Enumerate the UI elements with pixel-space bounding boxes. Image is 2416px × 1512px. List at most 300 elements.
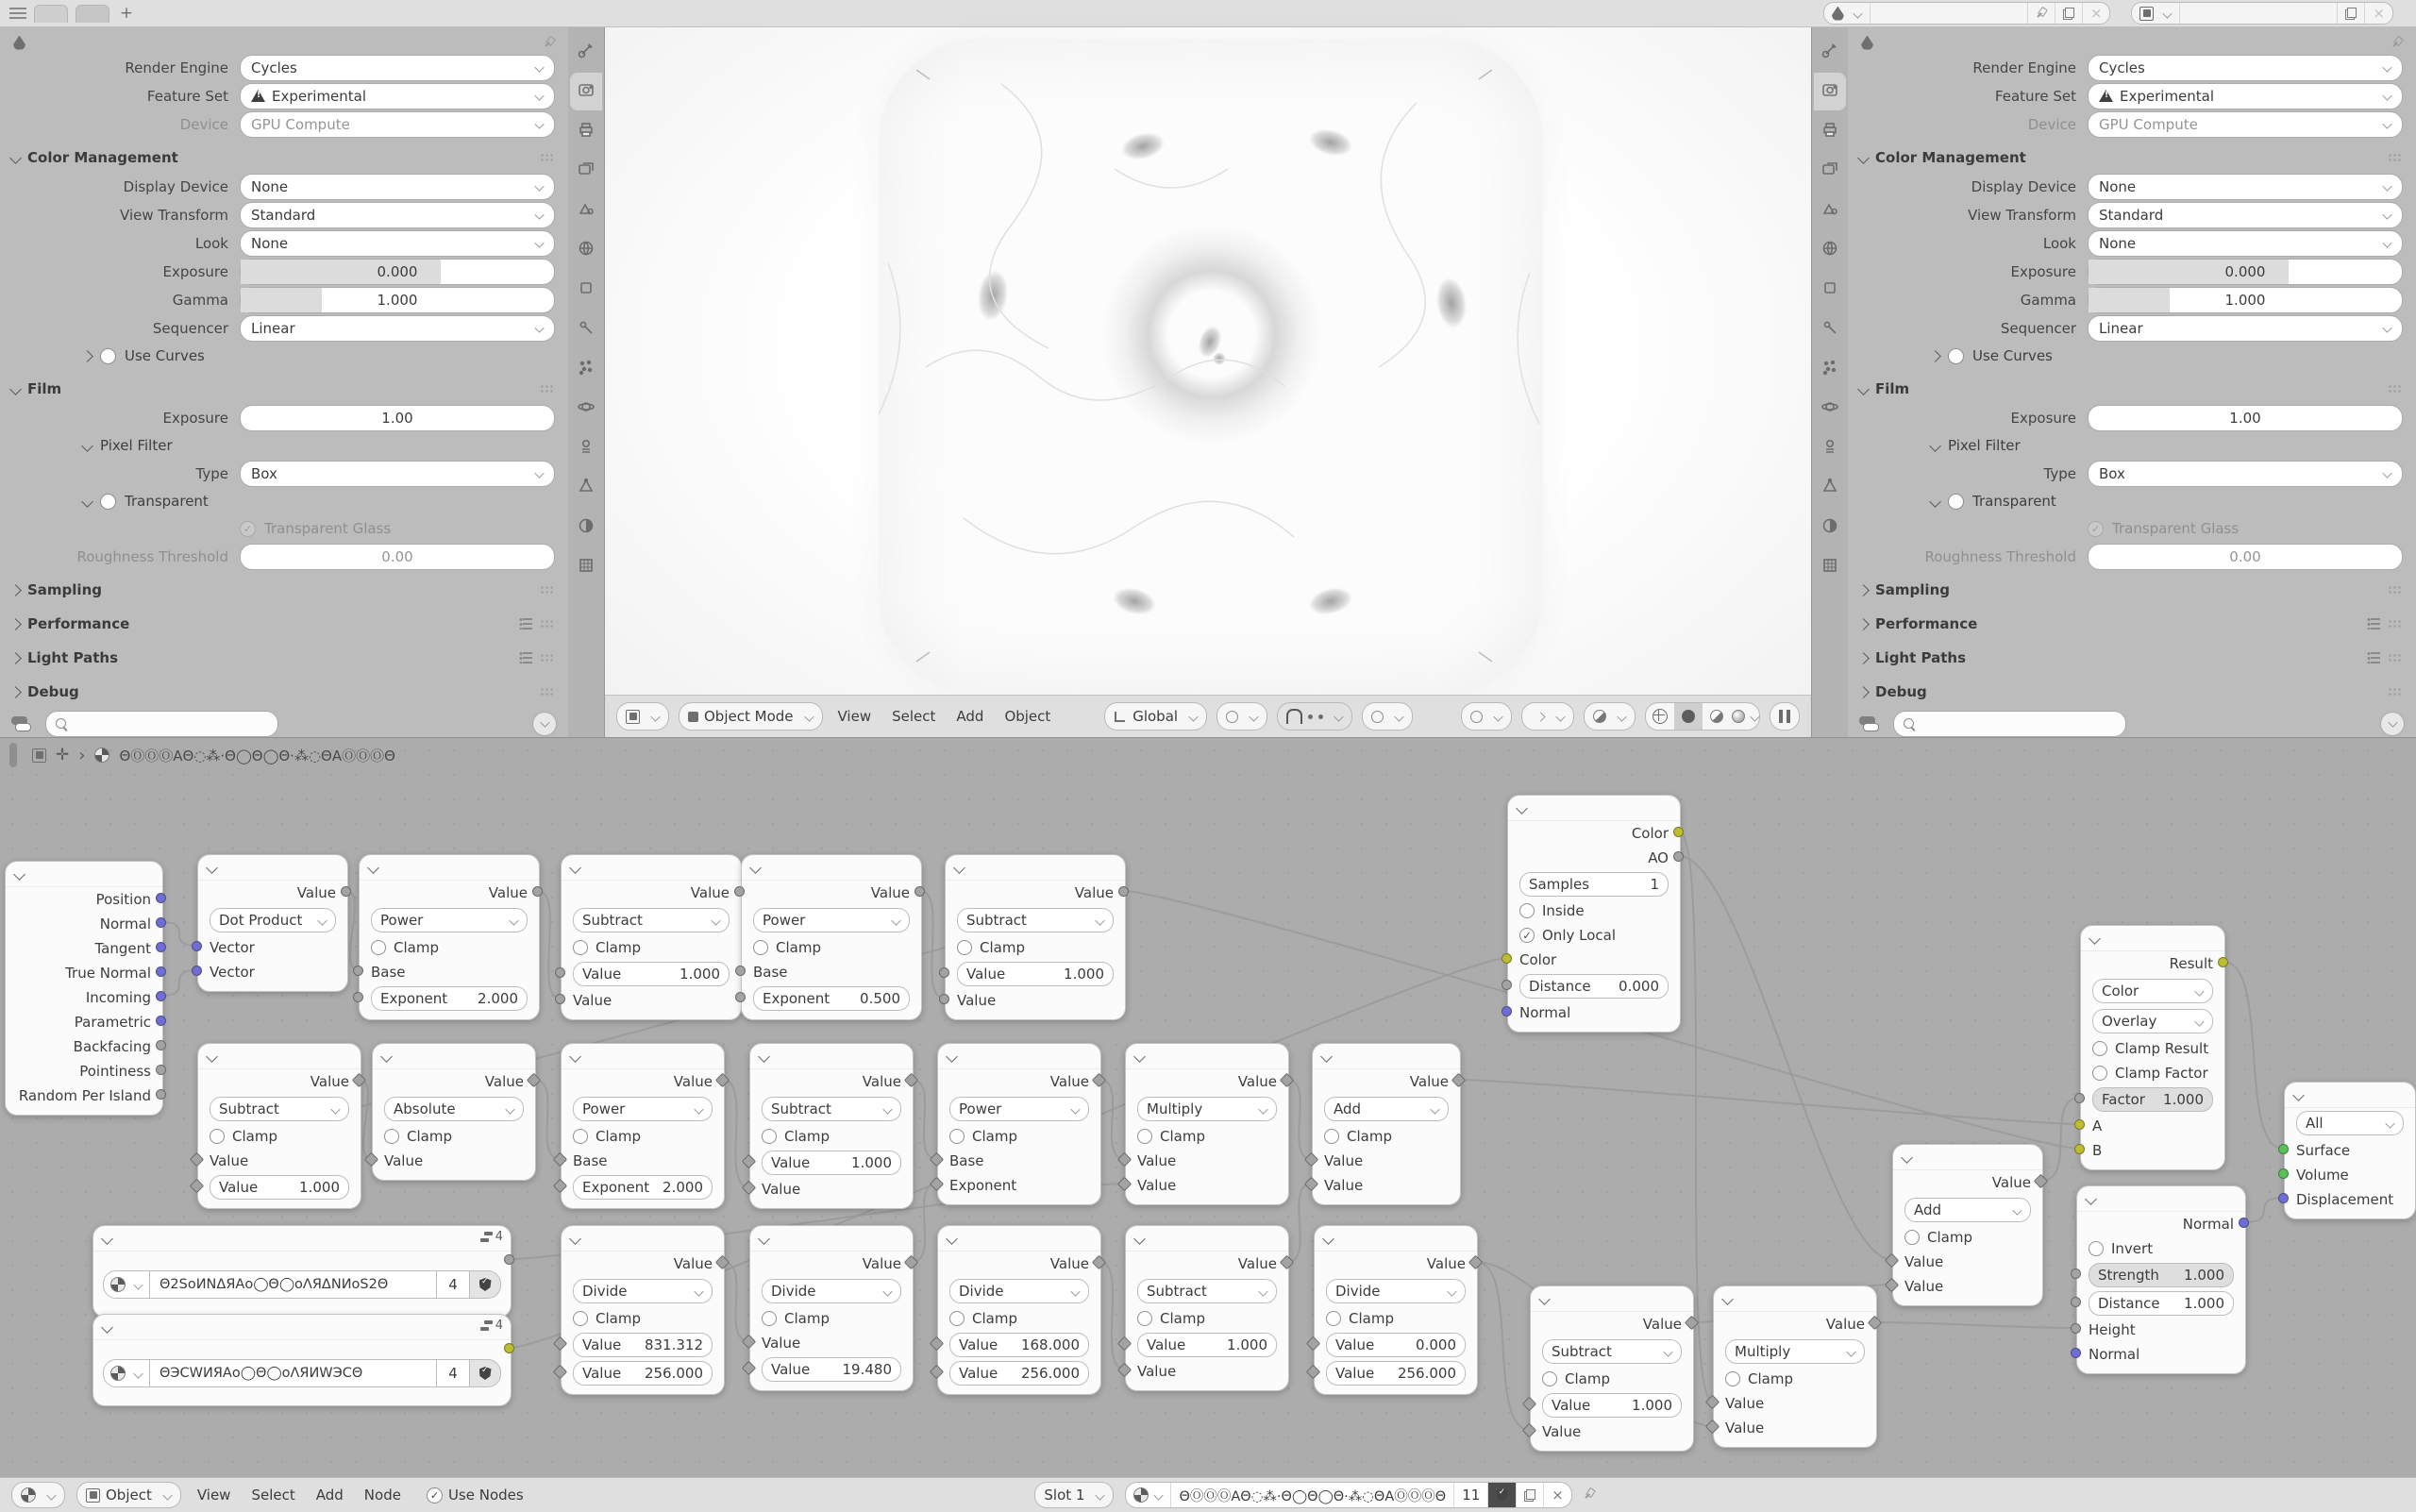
node-socket[interactable] — [939, 994, 949, 1004]
options-button[interactable] — [532, 712, 557, 736]
dropdown[interactable]: Subtract — [573, 908, 730, 932]
node-socket[interactable] — [1673, 851, 1684, 862]
node-socket[interactable] — [156, 917, 166, 928]
section-film[interactable]: Film — [6, 376, 555, 402]
number-field[interactable]: Factor 1.000 — [2092, 1087, 2213, 1112]
node-collapse-header[interactable] — [93, 1315, 511, 1340]
tab-modifiers-properties[interactable] — [1814, 311, 1846, 348]
viewport-canvas[interactable] — [605, 27, 1811, 696]
node-collapse-header[interactable] — [938, 1226, 1100, 1252]
view-transform-select[interactable]: Standard — [240, 202, 555, 228]
scene-icon[interactable] — [1824, 3, 1871, 24]
tab-object-properties[interactable] — [570, 271, 602, 309]
checkbox[interactable] — [1519, 903, 1535, 918]
node-collapse-header[interactable] — [562, 855, 741, 881]
dropdown[interactable]: Dot Product — [210, 908, 336, 932]
drag-grip-icon[interactable] — [540, 384, 555, 394]
tab-scene-properties[interactable] — [1814, 192, 1846, 229]
render-engine-select[interactable]: Cycles — [240, 55, 555, 81]
node-socket[interactable] — [156, 942, 166, 952]
node-socket[interactable] — [353, 966, 363, 976]
node-collapse-header[interactable] — [198, 1044, 361, 1069]
search-input[interactable] — [45, 711, 278, 737]
node-collapse-header[interactable] — [562, 1044, 724, 1069]
tab-render-properties[interactable] — [570, 73, 602, 110]
node-socket[interactable] — [192, 966, 202, 976]
tab-material-properties[interactable] — [1814, 509, 1846, 546]
node-socket[interactable] — [156, 991, 166, 1001]
filter-icon[interactable] — [11, 716, 32, 731]
app-menu-icon[interactable] — [9, 8, 26, 19]
look-select[interactable]: None — [240, 230, 555, 257]
display-device-select[interactable]: None — [2088, 174, 2403, 200]
workspace-tab[interactable] — [76, 5, 109, 23]
node-collapse-header[interactable] — [750, 1226, 913, 1252]
section-color-management[interactable]: Color Management — [1854, 144, 2403, 171]
node-socket[interactable] — [2239, 1218, 2249, 1228]
node-collapse-header[interactable] — [1893, 1145, 2042, 1170]
node-socket[interactable] — [1118, 886, 1129, 897]
node-collapse-header[interactable] — [1126, 1044, 1288, 1069]
node-socket[interactable] — [2074, 1119, 2085, 1130]
node-collapse-header[interactable] — [1126, 1226, 1288, 1252]
checkbox[interactable] — [949, 1311, 965, 1326]
material-users-count[interactable]: 11 — [1454, 1483, 1488, 1507]
node-collapse-header[interactable] — [562, 1226, 724, 1252]
math-node[interactable] — [1125, 1225, 1289, 1391]
node-socket[interactable] — [156, 1065, 166, 1075]
node-socket[interactable] — [914, 886, 925, 897]
dropdown[interactable]: Absolute — [384, 1097, 524, 1121]
image-name-field[interactable]: ΘЭCWͶЯΑᴏ◯Θ◯ᴏΛЯͶWЭCΘ — [150, 1359, 437, 1387]
tab-render-properties[interactable] — [1814, 73, 1846, 110]
scrollbar-stub[interactable] — [9, 743, 17, 767]
subsection-use-curves[interactable]: Use Curves — [83, 344, 568, 368]
editor-type-button[interactable] — [616, 702, 669, 731]
gamma-slider[interactable]: 1.000 — [2088, 287, 2403, 313]
dropdown[interactable]: Add — [1324, 1097, 1449, 1121]
geometry-input-node[interactable] — [5, 861, 163, 1116]
dropdown[interactable]: Subtract — [762, 1097, 901, 1121]
dropdown[interactable]: Power — [949, 1097, 1089, 1121]
gizmos-toggle[interactable] — [1461, 702, 1512, 731]
node-collapse-header[interactable] — [1313, 1044, 1460, 1069]
pivot-point-select[interactable] — [1216, 702, 1267, 731]
math-node[interactable] — [1314, 1225, 1478, 1395]
pin-icon[interactable] — [2391, 37, 2403, 48]
node-socket[interactable] — [735, 966, 746, 976]
checkbox[interactable] — [1137, 1129, 1152, 1144]
dropdown[interactable]: Color — [2092, 979, 2213, 1003]
tab-particles-properties[interactable] — [570, 350, 602, 388]
checkbox[interactable] — [573, 1311, 588, 1326]
node-socket[interactable] — [2071, 1268, 2081, 1279]
checkbox[interactable] — [1904, 1230, 1920, 1245]
tab-constraints-properties[interactable] — [570, 429, 602, 467]
unlink-icon[interactable]: × — [1552, 1486, 1564, 1504]
node-collapse-header[interactable] — [2285, 1083, 2415, 1108]
node-socket[interactable] — [2071, 1297, 2081, 1307]
use-curves-checkbox[interactable] — [1948, 348, 1964, 364]
sequencer-select[interactable]: Linear — [240, 315, 555, 342]
view-layer-icon[interactable] — [2132, 3, 2180, 24]
menu-add[interactable]: Add — [956, 708, 984, 725]
section-debug[interactable]: Debug — [6, 679, 555, 705]
material-slot-select[interactable]: Slot 1 — [1034, 1482, 1114, 1508]
node-collapse-header[interactable] — [6, 862, 162, 887]
checkbox[interactable] — [371, 940, 386, 955]
tab-view-layer-properties[interactable] — [570, 152, 602, 190]
tab-particles-properties[interactable] — [1814, 350, 1846, 388]
material-browse-button[interactable] — [1126, 1483, 1171, 1507]
node-collapse-header[interactable] — [2081, 926, 2224, 951]
type-select[interactable]: Box — [240, 461, 555, 487]
viewport-3d[interactable] — [604, 27, 1812, 737]
menu-add[interactable]: Add — [315, 1487, 344, 1504]
section-light-paths[interactable]: Light Paths — [1854, 645, 2403, 671]
list-icon[interactable] — [2367, 652, 2380, 664]
subsection-use-curves[interactable]: Use Curves — [1931, 344, 2416, 368]
node-collapse-header[interactable] — [1315, 1226, 1477, 1252]
number-field[interactable]: Value 0.000 — [1326, 1333, 1466, 1357]
shading-material-button[interactable] — [1703, 703, 1731, 730]
number-field[interactable]: Value 1.000 — [573, 962, 730, 986]
node-socket[interactable] — [504, 1343, 514, 1353]
transparent-checkbox[interactable] — [1948, 494, 1964, 510]
checkbox[interactable] — [1326, 1311, 1341, 1326]
checkbox[interactable] — [2089, 1241, 2104, 1256]
drag-grip-icon[interactable] — [2388, 153, 2403, 162]
list-icon[interactable] — [519, 618, 532, 630]
node-collapse-header[interactable] — [93, 1226, 511, 1252]
tab-output-properties[interactable] — [1814, 112, 1846, 150]
shader-node-editor[interactable] — [0, 737, 2416, 1477]
tab-object-data-properties[interactable] — [570, 469, 602, 507]
fake-user-shield-icon[interactable] — [1488, 1483, 1517, 1507]
number-field[interactable]: Value 19.480 — [762, 1357, 901, 1382]
section-performance[interactable]: Performance — [1854, 611, 2403, 637]
tab-modifiers-properties[interactable] — [570, 311, 602, 348]
node-collapse-header[interactable] — [2077, 1186, 2245, 1212]
number-field[interactable]: Distance 0.000 — [1519, 974, 1669, 999]
node-socket[interactable] — [504, 1254, 514, 1265]
device-select[interactable]: GPU Compute — [240, 111, 555, 138]
checkbox[interactable] — [1725, 1371, 1740, 1386]
view-transform-select[interactable]: Standard — [2088, 202, 2403, 228]
number-field[interactable]: Exponent 0.500 — [753, 986, 910, 1011]
display-device-select[interactable]: None — [240, 174, 555, 200]
dropdown[interactable]: Subtract — [210, 1097, 349, 1121]
node-collapse-header[interactable] — [1508, 796, 1680, 821]
snap-toggle[interactable] — [1277, 702, 1352, 731]
look-select[interactable]: None — [2088, 230, 2403, 257]
section-performance[interactable]: Performance — [6, 611, 555, 637]
math-node[interactable] — [197, 1043, 361, 1209]
checkbox[interactable] — [573, 940, 588, 955]
tab-physics-properties[interactable] — [1814, 390, 1846, 428]
node-socket[interactable] — [555, 994, 565, 1004]
users-count[interactable]: 4 — [437, 1359, 470, 1387]
number-field[interactable]: Exponent 2.000 — [371, 986, 528, 1011]
drag-grip-icon[interactable] — [540, 653, 555, 663]
dropdown[interactable]: Power — [371, 908, 528, 932]
node-socket[interactable] — [341, 886, 351, 897]
tab-output-properties[interactable] — [570, 112, 602, 150]
dropdown[interactable]: All — [2296, 1111, 2404, 1135]
number-field[interactable]: Value 1.000 — [210, 1175, 349, 1200]
node-socket[interactable] — [156, 893, 166, 903]
number-field[interactable]: Strength 1.000 — [2089, 1263, 2234, 1287]
node-socket[interactable] — [1502, 1006, 1512, 1016]
pause-render-button[interactable] — [1770, 702, 1800, 731]
subsection-pixel-filter[interactable]: Pixel Filter — [83, 433, 568, 458]
menu-node[interactable]: Node — [363, 1487, 401, 1504]
view-layer-selector[interactable] — [2131, 2, 2393, 25]
drag-grip-icon[interactable] — [540, 619, 555, 629]
use-curves-checkbox[interactable] — [100, 348, 116, 364]
section-sampling[interactable]: Sampling — [6, 577, 555, 603]
node-socket[interactable] — [192, 941, 202, 951]
subsection-transparent[interactable]: Transparent — [83, 489, 568, 513]
dropdown[interactable]: Add — [1904, 1198, 2031, 1222]
math-node[interactable] — [937, 1225, 1101, 1395]
shading-wireframe-button[interactable] — [1646, 703, 1674, 730]
number-field[interactable]: Value 256.000 — [949, 1361, 1089, 1386]
math-node[interactable] — [1530, 1285, 1694, 1452]
tab-object-data-properties[interactable] — [1814, 469, 1846, 507]
gamma-slider[interactable]: 1.000 — [240, 287, 555, 313]
checkbox[interactable] — [949, 1129, 965, 1144]
section-color-management[interactable]: Color Management — [6, 144, 555, 171]
math-node[interactable] — [1312, 1043, 1461, 1205]
math-node[interactable] — [561, 1043, 725, 1209]
dropdown[interactable]: Power — [753, 908, 910, 932]
copy-icon[interactable] — [2055, 3, 2083, 24]
shader-type-select[interactable]: Object — [76, 1482, 181, 1508]
tab-view-layer-properties[interactable] — [1814, 152, 1846, 190]
math-node[interactable] — [561, 1225, 725, 1395]
transform-orientation-select[interactable]: Global — [1104, 702, 1207, 731]
checkbox[interactable] — [210, 1129, 225, 1144]
node-socket[interactable] — [2278, 1193, 2289, 1203]
transparent-checkbox[interactable] — [100, 494, 116, 510]
sequencer-select[interactable]: Linear — [2088, 315, 2403, 342]
drag-grip-icon[interactable] — [540, 687, 555, 697]
type-select[interactable]: Box — [2088, 461, 2403, 487]
node-collapse-header[interactable] — [946, 855, 1125, 881]
dropdown[interactable]: Multiply — [1725, 1339, 1865, 1364]
scene-selector[interactable] — [1823, 2, 2111, 25]
dropdown[interactable]: Divide — [1326, 1279, 1466, 1303]
exposure-slider[interactable]: 1.00 — [240, 405, 555, 431]
copy-icon[interactable] — [2338, 3, 2365, 24]
node-collapse-header[interactable] — [198, 855, 347, 881]
menu-select[interactable]: Select — [251, 1487, 295, 1504]
math-node[interactable] — [372, 1043, 536, 1181]
node-socket[interactable] — [156, 1016, 166, 1026]
list-icon[interactable] — [519, 652, 532, 664]
tab-texture-properties[interactable] — [1814, 548, 1846, 586]
fake-user-shield-icon[interactable] — [470, 1359, 501, 1387]
tab-world-properties[interactable] — [1814, 231, 1846, 269]
node-collapse-header[interactable] — [1714, 1286, 1876, 1312]
checkbox[interactable] — [2092, 1066, 2107, 1081]
math-node[interactable] — [1125, 1043, 1289, 1205]
tab-tool-properties[interactable] — [1814, 33, 1846, 71]
checkbox[interactable] — [1137, 1311, 1152, 1326]
drag-grip-icon[interactable] — [2388, 653, 2403, 663]
node-socket[interactable] — [2218, 957, 2228, 967]
number-field[interactable]: Value 256.000 — [1326, 1361, 1466, 1386]
node-collapse-header[interactable] — [938, 1044, 1100, 1069]
node-socket[interactable] — [353, 992, 363, 1002]
shading-solid-button[interactable] — [1674, 703, 1703, 730]
node-collapse-header[interactable] — [742, 855, 921, 881]
number-field[interactable]: Distance 1.000 — [2089, 1291, 2234, 1316]
tab-scene-properties[interactable] — [570, 192, 602, 229]
node-socket[interactable] — [1502, 980, 1512, 990]
node-socket[interactable] — [734, 886, 745, 897]
node-socket[interactable] — [2071, 1323, 2081, 1334]
mix-color-node[interactable] — [2080, 925, 2225, 1170]
checkbox[interactable] — [573, 1129, 588, 1144]
checkbox[interactable] — [753, 940, 768, 955]
checkbox[interactable] — [384, 1129, 399, 1144]
material-name-field[interactable]: ΘⓄⓄⓄΑΘ◌⁂·Θ◯Θ◯Θ·⁂◌ΘΑⓄⓄⓄΘ — [1171, 1483, 1454, 1507]
checkbox[interactable] — [957, 940, 972, 955]
dropdown[interactable]: Divide — [573, 1279, 713, 1303]
checkbox[interactable] — [2092, 1041, 2107, 1056]
node-collapse-header[interactable] — [373, 1044, 535, 1069]
number-field[interactable]: Value 1.000 — [762, 1151, 901, 1175]
tab-physics-properties[interactable] — [570, 390, 602, 428]
xray-toggle[interactable] — [1584, 702, 1636, 731]
menu-object[interactable]: Object — [1004, 708, 1051, 725]
render-engine-select[interactable]: Cycles — [2088, 55, 2403, 81]
checkbox[interactable] — [762, 1129, 777, 1144]
number-field[interactable]: Value 256.000 — [573, 1361, 713, 1386]
users-count[interactable]: 4 — [437, 1270, 470, 1299]
node-socket[interactable] — [1502, 953, 1512, 964]
image-datablock-node[interactable] — [92, 1225, 512, 1318]
exposure-slider[interactable]: 0.000 — [240, 259, 555, 285]
filter-icon[interactable] — [1859, 716, 1880, 731]
dropdown[interactable]: Subtract — [1542, 1339, 1682, 1364]
node-collapse-header[interactable] — [750, 1044, 913, 1069]
math-node[interactable] — [749, 1225, 914, 1391]
image-browse-button[interactable] — [103, 1359, 150, 1387]
proportional-editing-toggle[interactable] — [1362, 702, 1413, 731]
feature-set-select[interactable]: ! Experimental — [2088, 83, 2403, 109]
dropdown[interactable]: Multiply — [1137, 1097, 1277, 1121]
view-layer-name-field[interactable] — [2180, 3, 2338, 24]
number-field[interactable]: Value 168.000 — [949, 1333, 1089, 1357]
node-socket[interactable] — [532, 886, 543, 897]
ambient-occlusion-node[interactable] — [1507, 795, 1681, 1033]
subsection-pixel-filter[interactable]: Pixel Filter — [1931, 433, 2416, 458]
material-output-node[interactable] — [2284, 1082, 2416, 1219]
dropdown[interactable]: Subtract — [1137, 1279, 1277, 1303]
shading-rendered-button[interactable] — [1731, 703, 1759, 730]
node-collapse-header[interactable] — [360, 855, 539, 881]
section-film[interactable]: Film — [1854, 376, 2403, 402]
math-node[interactable] — [359, 854, 540, 1020]
transparent-glass-checkbox[interactable] — [2088, 521, 2104, 537]
transparent-glass-checkbox[interactable] — [240, 521, 256, 537]
dropdown[interactable]: Overlay — [2092, 1009, 2213, 1033]
workspace-tab[interactable] — [34, 5, 68, 23]
image-name-field[interactable]: Θ2ЅᴏͶΝΔЯΑᴏ◯Θ◯ᴏΛЯΔΝͶᴏЅ2Θ — [150, 1270, 437, 1299]
tab-material-properties[interactable] — [570, 509, 602, 546]
node-socket[interactable] — [2278, 1168, 2289, 1179]
tab-texture-properties[interactable] — [570, 548, 602, 586]
math-node[interactable] — [1892, 1144, 2043, 1306]
dropdown[interactable]: Divide — [949, 1279, 1089, 1303]
add-workspace-button[interactable]: + — [119, 4, 134, 23]
section-sampling[interactable]: Sampling — [1854, 577, 2403, 603]
list-icon[interactable] — [2367, 618, 2380, 630]
image-datablock-node[interactable] — [92, 1314, 512, 1406]
math-node[interactable] — [937, 1043, 1101, 1205]
math-node[interactable] — [749, 1043, 914, 1209]
pin-icon[interactable] — [2028, 3, 2055, 24]
menu-select[interactable]: Select — [892, 708, 936, 725]
node-socket[interactable] — [2074, 1144, 2085, 1154]
node-socket[interactable] — [156, 1089, 166, 1100]
tab-constraints-properties[interactable] — [1814, 429, 1846, 467]
drag-grip-icon[interactable] — [2388, 585, 2403, 595]
section-debug[interactable]: Debug — [1854, 679, 2403, 705]
math-node[interactable] — [561, 854, 742, 1020]
device-select[interactable]: GPU Compute — [2088, 111, 2403, 138]
number-field[interactable]: Value 1.000 — [1542, 1393, 1682, 1418]
node-socket[interactable] — [1673, 827, 1684, 837]
checkbox[interactable] — [1324, 1129, 1339, 1144]
number-field[interactable]: Samples 1 — [1519, 872, 1669, 897]
roughness-threshold-slider[interactable]: 0.00 — [2088, 544, 2403, 570]
menu-view[interactable]: View — [837, 708, 872, 725]
number-field[interactable]: Value 1.000 — [957, 962, 1114, 986]
number-field[interactable]: Value 1.000 — [1137, 1333, 1277, 1357]
fake-user-shield-icon[interactable] — [470, 1270, 501, 1299]
node-socket[interactable] — [735, 992, 746, 1002]
drag-grip-icon[interactable] — [540, 153, 555, 162]
checkbox[interactable] — [1542, 1371, 1557, 1386]
dropdown[interactable]: Divide — [762, 1279, 901, 1303]
exposure-slider[interactable]: 1.00 — [2088, 405, 2403, 431]
use-nodes-checkbox[interactable]: ✓ Use Nodes — [417, 1482, 533, 1508]
section-light-paths[interactable]: Light Paths — [6, 645, 555, 671]
image-browse-button[interactable] — [103, 1270, 150, 1299]
roughness-threshold-slider[interactable]: 0.00 — [240, 544, 555, 570]
menu-view[interactable]: View — [196, 1487, 231, 1504]
editor-type-button[interactable] — [11, 1482, 65, 1508]
drag-grip-icon[interactable] — [540, 585, 555, 595]
math-node[interactable] — [741, 854, 922, 1020]
mode-select[interactable]: Object Mode — [679, 702, 823, 731]
tab-world-properties[interactable] — [570, 231, 602, 269]
pin-icon[interactable] — [544, 37, 555, 48]
exposure-slider[interactable]: 0.000 — [2088, 259, 2403, 285]
feature-set-select[interactable]: ! Experimental — [240, 83, 555, 109]
dropdown[interactable]: Power — [573, 1097, 713, 1121]
dropdown[interactable]: Subtract — [957, 908, 1114, 932]
options-button[interactable] — [2380, 712, 2405, 736]
node-socket[interactable] — [555, 967, 565, 978]
node-socket[interactable] — [156, 966, 166, 977]
tab-object-properties[interactable] — [1814, 271, 1846, 309]
node-socket[interactable] — [939, 967, 949, 978]
